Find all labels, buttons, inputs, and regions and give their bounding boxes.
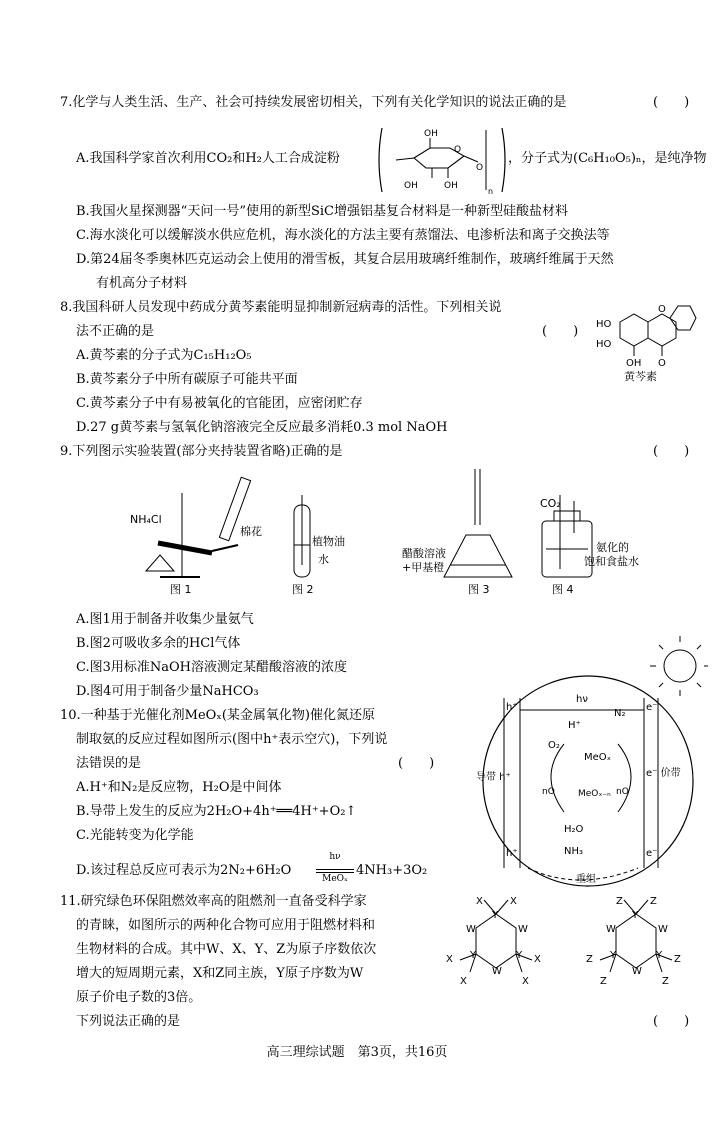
q7-stem: 7.化学与人类生活、生产、社会可持续发展密切相关，下列有关化学知识的说法正确的是: [60, 95, 567, 110]
ring1-atom-8: Y: [516, 950, 523, 961]
diagram-label-hv: hν: [576, 694, 588, 705]
q10-stem-line3: 法错误的是: [76, 756, 142, 771]
q8-paren: ( ): [542, 324, 579, 339]
ring2-atom-1: Z: [616, 896, 623, 907]
baicalein-label-o-carbonyl: O: [658, 358, 666, 369]
diagram-label-e-top: e⁻: [646, 702, 658, 713]
diagram-label-recombination: 重组: [576, 874, 596, 885]
q9-paren: ( ): [653, 444, 690, 459]
q11-stem-line3: 生物材料的合成。其中W、X、Y、Z为原子序数依次: [76, 942, 377, 957]
q8-option-d: D.27 g黄芩素与氢氧化钠溶液完全反应最多消耗0.3 mol NaOH: [76, 420, 448, 435]
diagram-label-conduction-band: 导带 h⁺: [476, 772, 511, 783]
q9-option-a: A.图1用于制备并收集少量氨气: [76, 612, 254, 627]
q11-stem-line1: 11.研究绿色环保阻燃效率高的阻燃剂一直备受科学家: [60, 894, 367, 909]
q8-option-c: C.黄芩素分子中有易被氧化的官能团，应密闭贮存: [76, 396, 363, 411]
q11-stem-line2: 的青睐，如图所示的两种化合物可应用于阻燃材料和: [76, 918, 376, 933]
ring2-atom-12: Z: [662, 976, 669, 987]
starch-structure-figure: [374, 124, 510, 196]
fig1-caption: 图 1: [170, 583, 192, 596]
q7-option-a-post: ，分子式为(C₆H₁₀O₅)ₙ，是纯净物: [508, 151, 707, 166]
ring1-atom-1: X: [476, 896, 483, 907]
diagram-label-hplus-top: h⁺: [506, 702, 518, 713]
ring1-atom-2: Y: [492, 910, 499, 921]
baicalein-label-oh: OH: [626, 358, 642, 369]
ring1-atom-5: W: [518, 924, 528, 935]
fig2-caption: 图 2: [292, 583, 314, 596]
q10-option-a: A.H⁺和N₂是反应物，H₂O是中间体: [76, 780, 282, 795]
q10-stem-line2: 制取氨的反应过程如图所示(图中h⁺表示空穴)，下列说: [76, 732, 388, 747]
q11-stem-line4: 增大的短周期元素，X和Z同主族，Y原子序数为W: [76, 966, 364, 981]
fig2-label-water: 水: [318, 553, 329, 566]
ring1-atom-6: X: [446, 954, 453, 965]
baicalein-label-ho-top: HO: [596, 319, 612, 330]
diagram-label-meox: MeOₓ: [584, 752, 612, 763]
q10-d-equals-sign: [316, 869, 354, 873]
q9-option-c: C.图3用标准NaOH溶液测定某醋酸溶液的浓度: [76, 660, 348, 675]
ring2-atom-11: Z: [600, 976, 607, 987]
diagram-label-h-ion: H⁺: [568, 720, 581, 731]
q10-paren: ( ): [398, 756, 435, 771]
ring2-atom-4: W: [606, 924, 616, 935]
starch-label-n: n: [488, 187, 494, 196]
q9-apparatus-figures: [120, 465, 639, 600]
q7-option-d-line1: D.第24届冬季奥林匹克运动会上使用的滑雪板，其复合层用玻璃纤维制作，玻璃纤维属于天然: [76, 252, 614, 267]
q11-stem-line6: 下列说法正确的是: [76, 1014, 181, 1029]
diagram-label-e-bottom: e⁻: [646, 848, 658, 859]
baicalein-caption: 黄芩素: [624, 370, 657, 383]
ring2-atom-9: Z: [674, 954, 681, 965]
ring2-atom-6: Z: [586, 954, 593, 965]
q9-option-d: D.图4可用于制备少量NaHCO₃: [76, 684, 259, 699]
starch-label-ring-o: O: [454, 145, 462, 155]
baicalein-structure-figure: [594, 300, 702, 386]
diagram-label-hplus-bottom: h⁺: [506, 848, 518, 859]
q7-option-a-pre: A.我国科学家首次利用CO₂和H₂人工合成淀粉: [76, 151, 340, 166]
ring2-atom-5: W: [658, 924, 668, 935]
fig2-label-vegetable-oil: 植物油: [312, 535, 345, 548]
diagram-label-valence-band: e⁻ 价带: [646, 768, 681, 779]
starch-label-oh-bottom: OH: [444, 181, 458, 191]
fig1-label-cotton: 棉花: [240, 525, 262, 538]
q8-option-a: A.黄芩素的分子式为C₁₅H₁₂O₅: [76, 348, 252, 363]
diagram-label-no-left: nO: [542, 787, 555, 797]
fig4-label-co2: CO₂: [540, 497, 561, 510]
q8-option-b: B.黄芩素分子中所有碳原子可能共平面: [76, 372, 298, 387]
diagram-label-meox-n: MeOₓ₋ₙ: [578, 789, 611, 799]
q10-d-condition-top: hν: [329, 852, 341, 862]
fig1-label-nh4cl: NH₄Cl: [130, 513, 162, 526]
baicalein-label-o-ring: O: [658, 304, 666, 315]
ring1-atom-12: X: [522, 976, 529, 987]
q7-option-b: B.我国火星探测器“天问一号”使用的新型SiC增强铝基复合材料是一种新型硅酸盐材料: [76, 204, 568, 219]
q8-stem-line1: 8.我国科研人员发现中药成分黄芩素能明显抑制新冠病毒的活性。下列相关说: [60, 300, 502, 315]
page-footer: 高三理综试题 第3页，共16页: [266, 1045, 448, 1060]
q9-option-b: B.图2可吸收多余的HCl气体: [76, 636, 241, 651]
ring1-atom-4: W: [466, 924, 476, 935]
q10-option-d-pre: D.该过程总反应可表示为2N₂+6H₂O: [76, 863, 292, 878]
q9-stem: 9.下列图示实验装置(部分夹持装置省略)正确的是: [60, 444, 343, 459]
starch-label-oh-top: OH: [424, 129, 438, 139]
fig3-label-acetic-acid: 醋酸溶液: [402, 547, 446, 560]
ring1-atom-10: W: [492, 966, 502, 977]
diagram-label-h2o: H₂O: [564, 824, 584, 835]
starch-label-o-right: O: [476, 163, 484, 173]
fig3-caption: 图 3: [468, 583, 490, 596]
q10-option-d-post: 4NH₃+3O₂: [356, 863, 428, 878]
q11-stem-line5: 原子价电子数的3倍。: [76, 990, 202, 1005]
diagram-label-o2: O₂: [548, 740, 560, 751]
q8-stem-line2: 法不正确的是: [76, 324, 155, 339]
diagram-label-n2: N₂: [614, 708, 626, 719]
q7-paren: ( ): [653, 95, 690, 110]
ring1-atom-9: X: [534, 954, 541, 965]
q10-d-condition-bottom: MeOₓ: [322, 874, 348, 884]
ring-compounds-figure: [436, 892, 696, 1000]
ring1-atom-11: X: [460, 976, 467, 987]
q10-stem-line1: 10.一种基于光催化剂MeOₓ(某金属氧化物)催化氮还原: [60, 708, 375, 723]
ring1-atom-7: Y: [470, 950, 477, 961]
fig4-label-saturated-brine: 饱和食盐水: [584, 555, 639, 568]
fig4-caption: 图 4: [552, 583, 574, 596]
ring2-atom-7: Y: [610, 950, 617, 961]
q11-paren: ( ): [653, 1014, 690, 1029]
starch-label-oh-bottom-left: OH: [404, 181, 418, 191]
fig4-label-ammoniated: 氨化的: [596, 541, 629, 554]
q10-option-b: B.导带上发生的反应为2H₂O+4h⁺══4H⁺+O₂↑: [76, 804, 357, 819]
q7-option-c: C.海水淡化可以缓解淡水供应危机，海水淡化的方法主要有蒸馏法、电渗析法和离子交换法等: [76, 228, 610, 243]
ring1-atom-3: X: [510, 896, 517, 907]
diagram-label-nh3: NH₃: [564, 846, 584, 857]
diagram-label-no-right: nO: [616, 787, 629, 797]
ring2-atom-2: Y: [632, 910, 639, 921]
q7-option-d-line2: 有机高分子材料: [96, 276, 188, 291]
fig3-label-methyl-orange: +甲基橙: [402, 561, 445, 574]
q10-option-c: C.光能转变为化学能: [76, 828, 194, 843]
ring2-atom-10: W: [632, 966, 642, 977]
baicalein-label-ho-bottom: HO: [596, 339, 612, 350]
ring2-atom-8: Y: [656, 950, 663, 961]
ring2-atom-3: Z: [650, 896, 657, 907]
photocatalysis-diagram: [468, 636, 708, 886]
